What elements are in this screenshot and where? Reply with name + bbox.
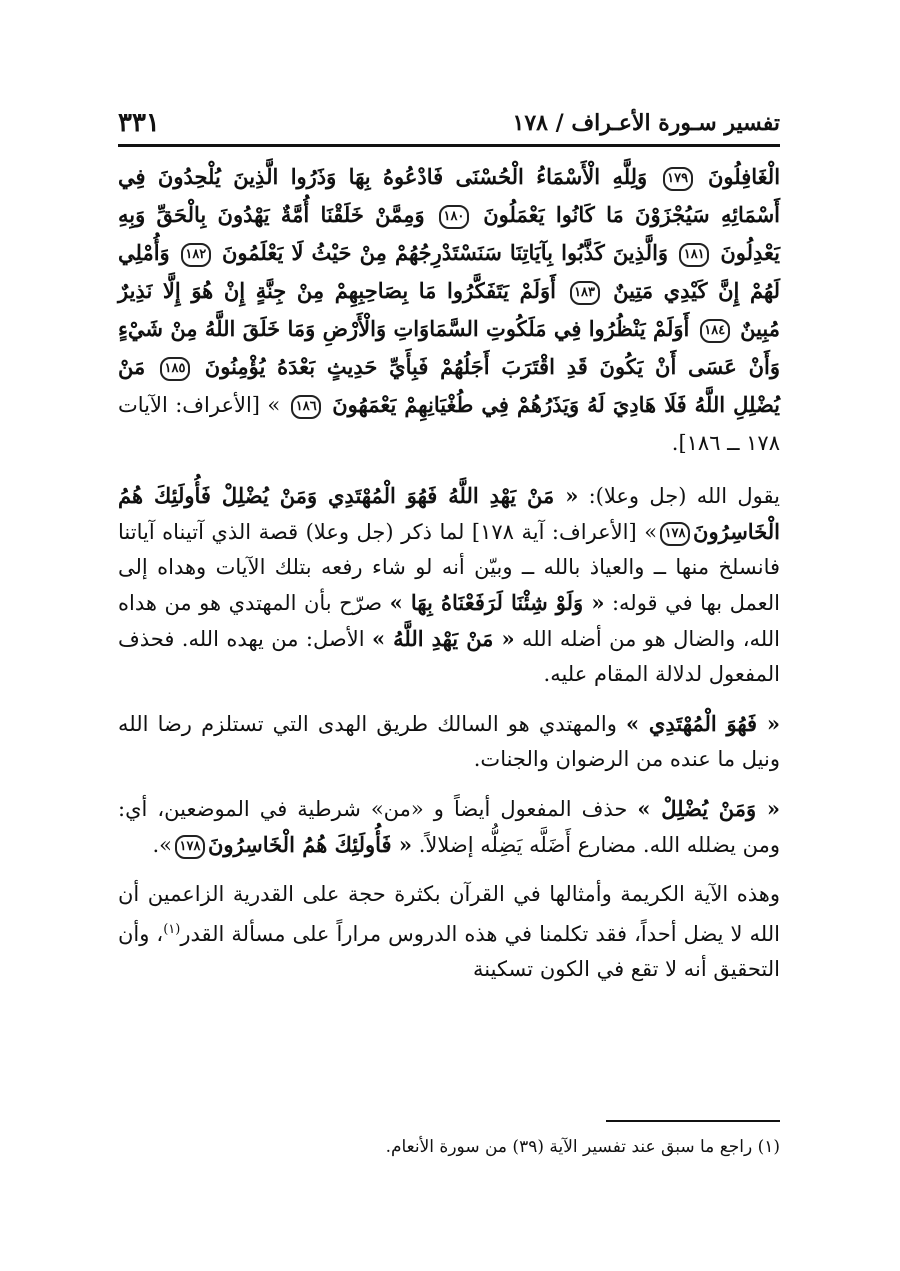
ayah-number-icon: ١٨٢ bbox=[181, 243, 211, 267]
page-header bbox=[118, 108, 780, 147]
text-run: وهذه الآية الكريمة وأمثالها في القرآن بكثرة حجة على القدرية الزاعمين أن الله لا يضل أحداً، فقد تكلمنا في هذه الدروس مراراً على مسألة القدر bbox=[118, 882, 780, 946]
verse-text: وَلِلَّهِ الْأَسْمَاءُ الْحُسْنَى فَادْعُوهُ بِهَا وَذَرُوا الَّذِينَ يُلْحِدُونَ فِي أَسْمَائِهِ سَيُجْزَوْنَ مَا كَانُوا يَعْمَلُونَ bbox=[118, 164, 781, 227]
ayah-number-icon: ١٨٠ bbox=[439, 205, 469, 229]
text-run: يقول الله (جل وعلا): bbox=[578, 484, 780, 508]
commentary-body bbox=[118, 478, 780, 1001]
paragraph bbox=[118, 706, 780, 777]
ayah-number-icon: ١٨٦ bbox=[291, 395, 321, 419]
text-run: والمهتدي هو السالك طريق الهدى التي تستلزم رضا الله ونيل ما عنده من الرضوان والجنات. bbox=[118, 712, 780, 771]
ayah-number-icon: ١٨٤ bbox=[700, 319, 730, 343]
footnote-divider bbox=[606, 1120, 780, 1122]
text-run: ، وأن التحقيق أنه لا تقع في الكون تسكينة bbox=[118, 922, 780, 981]
verse-reference: » [الأعراف: الآيات ١٧٨ ــ ١٨٦]. bbox=[118, 393, 780, 455]
running-title: تفسير سـورة الأعـراف / ١٧٨ bbox=[512, 110, 780, 136]
ayah-number-icon: ١٨٥ bbox=[160, 357, 190, 381]
ayah-number-icon: ١٧٩ bbox=[663, 167, 693, 191]
page-number: ٣٣١ bbox=[118, 108, 160, 138]
quran-quote: « فَهُوَ الْمُهْتَدِي » bbox=[626, 711, 780, 736]
verse-text: وَمِمَّنْ خَلَقْنَا أُمَّةٌ يَهْدُونَ بِالْحَقِّ وَبِهِ يَعْدِلُونَ bbox=[118, 202, 781, 265]
text-run: الأصل: من يهده الله. فحذف المفعول لدلالة المقام عليه. bbox=[118, 627, 780, 686]
ayah-number-icon: ١٧٨ bbox=[660, 522, 690, 546]
text-run: صرّح بأن المهتدي هو من هداه الله، والضال هو من أضله الله bbox=[118, 591, 780, 651]
verse-text: الْغَافِلُونَ bbox=[708, 164, 781, 189]
footnote: (١) راجع ما سبق عند تفسير الآية (٣٩) من سورة الأنعام. bbox=[385, 1137, 780, 1157]
verse-text: وَأُمْلِي لَهُمْ إِنَّ كَيْدِي مَتِينٌ bbox=[118, 240, 781, 303]
quran-quote: « فَأُولَئِكَ هُمُ الْخَاسِرُونَ bbox=[207, 832, 413, 857]
quran-verses-block bbox=[118, 158, 780, 462]
verse-text: أَوَلَمْ يَتَفَكَّرُوا مَا بِصَاحِبِهِمْ مِنْ جِنَّةٍ إِنْ هُوَ إِلَّا نَذِيرٌ مُبِينٌ bbox=[118, 278, 781, 341]
quran-quote: « مَنْ يَهْدِ اللَّهُ فَهُوَ الْمُهْتَدِي وَمَنْ يُضْلِلْ فَأُولَئِكَ هُمُ الْخَاسِرُونَ bbox=[118, 483, 780, 544]
text-run: حذف المفعول أيضاً و «من» شرطية في الموضعين، أي: ومن يضلله الله. مضارع أَضَلَّه يَضِلُّه إضلالاً. bbox=[118, 797, 780, 857]
paragraph bbox=[118, 877, 780, 987]
verse-text: مَنْ يُضْلِلِ اللَّهُ فَلَا هَادِيَ لَهُ وَيَذَرُهُمْ فِي طُغْيَانِهِمْ يَعْمَهُونَ bbox=[118, 354, 781, 417]
verse-text: وَالَّذِينَ كَذَّبُوا بِآيَاتِنَا سَنَسْتَدْرِجُهُمْ مِنْ حَيْثُ لَا يَعْلَمُونَ bbox=[221, 240, 669, 265]
ayah-number-icon: ١٨١ bbox=[679, 243, 709, 267]
paragraph bbox=[118, 478, 780, 692]
paragraph bbox=[118, 791, 780, 863]
text-run: ». bbox=[152, 833, 172, 857]
quran-quote: « وَمَنْ يُضْلِلْ » bbox=[637, 796, 780, 821]
verse-text: أَوَلَمْ يَنْظُرُوا فِي مَلَكُوتِ السَّمَاوَاتِ وَالْأَرْضِ وَمَا خَلَقَ اللَّهُ مِنْ شَيْءٍ وَأَنْ عَسَى أَنْ يَكُونَ قَدِ اقْتَرَبَ أَجَلُهُمْ فَبِأَيِّ حَدِيثٍ بَعْدَهُ يُؤْمِنُونَ bbox=[118, 316, 780, 379]
quran-quote: « مَنْ يَهْدِ اللَّهُ » bbox=[371, 626, 515, 651]
quran-quote: « وَلَوْ شِئْنَا لَرَفَعْنَاهُ بِهَا » bbox=[389, 590, 605, 615]
ayah-number-icon: ١٨٣ bbox=[570, 281, 600, 305]
footnote-marker[interactable]: (١) bbox=[163, 922, 181, 937]
ayah-number-icon: ١٧٨ bbox=[175, 835, 205, 859]
text-run: » [الأعراف: آية ١٧٨] لما ذكر (جل وعلا) قصة الذي آتيناه آياتنا فانسلخ منها ــ والعياذ بالله ــ وبيّن أنه لو شاء رفعه بتلك الآيات وهداه إلى العمل بها في قوله: bbox=[118, 520, 780, 615]
